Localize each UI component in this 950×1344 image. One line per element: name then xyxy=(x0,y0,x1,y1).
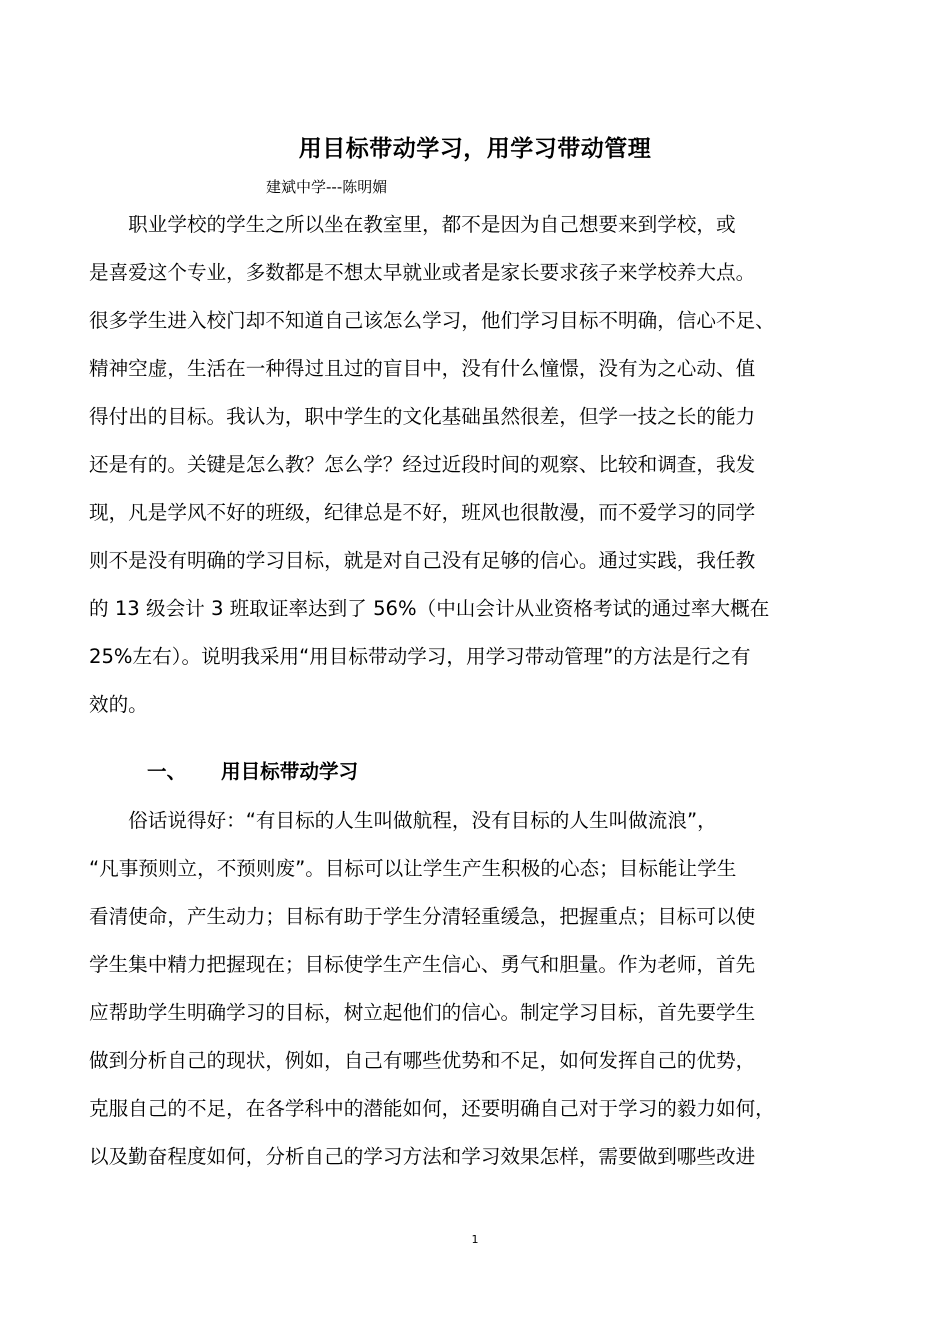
text-line: 以及勤奋程度如何，分析自己的学习方法和学习效果怎样，需要做到哪些改进 xyxy=(89,1145,756,1168)
section-paragraph xyxy=(89,797,861,1181)
page-number: 1 xyxy=(471,1233,479,1246)
text-line: 应帮助学生明确学习的目标，树立起他们的信心。制定学习目标，首先要学生 xyxy=(89,1001,756,1024)
text-line: 的 13 级会计 3 班取证率达到了 56%（中山会计从业资格考试的通过率大概在 xyxy=(89,597,770,620)
text-line: 还是有的。关键是怎么教？怎么学？经过近段时间的观察、比较和调查，我发 xyxy=(89,453,756,476)
text-line: 职业学校的学生之所以坐在教室里，都不是因为自己想要来到学校，或 xyxy=(89,213,736,236)
text-line: 25%左右）。说明我采用“用目标带动学习，用学习带动管理”的方法是行之有 xyxy=(89,645,751,668)
text-line: 效的。 xyxy=(89,693,148,716)
text-line: 俗话说得好：“有目标的人生叫做航程，没有目标的人生叫做流浪”， xyxy=(89,809,717,832)
text-line: 做到分析自己的现状，例如，自己有哪些优势和不足，如何发挥自己的优势， xyxy=(89,1049,756,1072)
text-line: 克服自己的不足，在各学科中的潜能如何，还要明确自己对于学习的毅力如何， xyxy=(89,1097,775,1120)
text-line: 得付出的目标。我认为，职中学生的文化基础虽然很差，但学一技之长的能力 xyxy=(89,405,756,428)
text-line: 是喜爱这个专业，多数都是不想太早就业或者是家长要求孩子来学校养大点。 xyxy=(89,261,756,284)
section-heading xyxy=(147,757,358,787)
text-line: 看清使命，产生动力；目标有助于学生分清轻重缓急，把握重点；目标可以使 xyxy=(89,905,756,928)
text-line: 现，凡是学风不好的班级，纪律总是不好，班风也很散漫，而不爱学习的同学 xyxy=(89,501,756,524)
section-number: 一、 xyxy=(147,760,187,783)
text-line: 精神空虚，生活在一种得过且过的盲目中，没有什么憧憬，没有为之心动、值 xyxy=(89,357,756,380)
text-line: “凡事预则立，不预则废”。目标可以让学生产生积极的心态；目标能让学生 xyxy=(89,857,737,880)
author-byline: 建斌中学---陈明媚 xyxy=(266,178,388,196)
section-title: 用目标带动学习 xyxy=(221,760,359,783)
document-title: 用目标带动学习，用学习带动管理 xyxy=(298,136,652,162)
text-line: 则不是没有明确的学习目标，就是对自己没有足够的信心。通过实践，我任教 xyxy=(89,549,756,572)
intro-paragraph xyxy=(89,201,861,729)
text-line: 学生集中精力把握现在；目标使学生产生信心、勇气和胆量。作为老师，首先 xyxy=(89,953,756,976)
text-line: 很多学生进入校门却不知道自己该怎么学习，他们学习目标不明确，信心不足、 xyxy=(89,309,775,332)
